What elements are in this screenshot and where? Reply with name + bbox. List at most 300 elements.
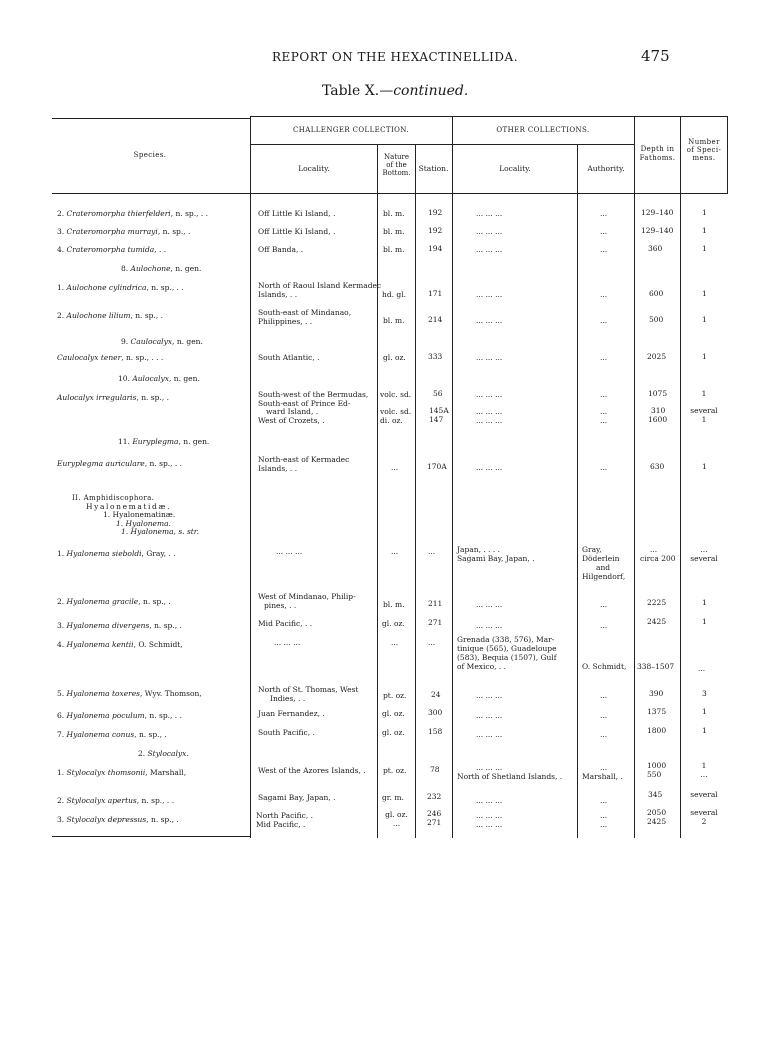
- station-cell: 171: [428, 289, 443, 298]
- genus-heading: [118, 437, 209, 446]
- species-name: Hyalonema poculum: [66, 711, 145, 720]
- species-suffix: , n. sp., . .: [136, 796, 175, 805]
- authority-cell: [582, 763, 623, 781]
- species-suffix: , n. sp., .: [130, 311, 164, 320]
- other-line: (583), Bequia (1507), Gulf: [457, 653, 557, 662]
- species-name: Hyalonema kentii: [66, 640, 134, 649]
- locality-cell: ... ... ...: [276, 547, 303, 556]
- species-cell: [57, 245, 166, 254]
- authority-line: ...: [600, 811, 608, 820]
- genus-name: Caulocalyx: [130, 337, 173, 346]
- species-cell: [57, 227, 190, 236]
- authority-line: ...: [600, 763, 608, 772]
- nature-cell: gl. oz.: [382, 728, 405, 737]
- species-num: 1.: [57, 549, 67, 558]
- nature-line-1: Nature: [383, 153, 410, 161]
- nature-cell: pt. oz.: [383, 766, 407, 775]
- species-suffix: , Gray, . .: [141, 549, 176, 558]
- depth-line: ...: [650, 545, 658, 554]
- species-cell: [57, 283, 184, 292]
- subfamily-title: 1. Hyalonematinæ.: [103, 510, 176, 519]
- authority-cell: ...: [600, 463, 608, 472]
- col-header-number: [681, 138, 727, 162]
- col-divider-right: [727, 116, 728, 193]
- number-cell: 1: [702, 462, 707, 471]
- authority-cell: O. Schmidt,: [582, 662, 627, 671]
- genus-heading: [121, 264, 201, 273]
- species-cell: [57, 815, 179, 824]
- species-cell: [57, 768, 186, 777]
- nature-cell: ...: [391, 638, 399, 647]
- other-locality-cell: ... ... ...: [476, 209, 503, 218]
- col-header-locality-other: Locality.: [499, 164, 531, 173]
- locality-cell: Juan Fernandez, .: [258, 709, 325, 718]
- authority-line: ...: [600, 415, 608, 425]
- authority-cell: ...: [600, 711, 608, 720]
- depth-cell: 360: [648, 244, 663, 253]
- species-name: Crateromorpha thierfelderi: [66, 209, 171, 218]
- genus-title: 1. Hyalonema.: [116, 518, 171, 528]
- station-cell: 158: [428, 727, 443, 736]
- number-cell: 3: [702, 689, 707, 698]
- number-cell: 1: [702, 617, 707, 626]
- nature-cell: pt. oz.: [383, 691, 407, 700]
- authority-cell: [582, 545, 625, 581]
- species-name: Aulochone lilium: [66, 311, 131, 320]
- locality-line: West of Crozets, .: [258, 415, 325, 425]
- table-title-suffix: —continued.: [379, 83, 469, 99]
- locality-line: Philippines, . .: [258, 317, 313, 326]
- col-divider-depth: [680, 116, 681, 838]
- number-line: 1: [701, 389, 707, 398]
- authority-cell: ...: [600, 316, 608, 325]
- nature-line: volc. sd.: [380, 407, 412, 416]
- nature-line-3: Bottom.: [382, 169, 411, 177]
- locality-cell: [258, 281, 381, 299]
- station-cell: 170A: [427, 462, 447, 471]
- species-suffix: , Marshall,: [145, 768, 187, 777]
- depth-line-2: Fathoms.: [639, 154, 676, 162]
- table-bottom-rule: [52, 836, 250, 837]
- depth-line: 2050: [647, 808, 667, 817]
- other-line: Sagami Bay, Japan, .: [457, 554, 535, 563]
- other-line: ... ... ...: [476, 763, 503, 772]
- other-locality-cell: ... ... ...: [476, 691, 503, 700]
- genus-num: 8.: [121, 264, 131, 273]
- species-cell: [57, 796, 174, 805]
- col-divider-nature: [415, 144, 416, 838]
- authority-cell: [600, 391, 607, 425]
- nature-cell: bl. m.: [383, 245, 405, 254]
- genus-name: Euryplegma: [132, 437, 179, 446]
- nature-cell: hd. gl.: [382, 290, 406, 299]
- genus-name: Stylocalyx: [147, 749, 187, 758]
- col-divider-station: [452, 116, 453, 838]
- number-line: several: [690, 406, 718, 415]
- species-num: 5.: [57, 689, 67, 698]
- authority-line: and: [596, 563, 611, 572]
- number-line: 1: [701, 761, 707, 770]
- other-locality-cell: ... ... ...: [476, 711, 503, 720]
- nature-cell: [378, 810, 415, 828]
- species-suffix: , n. sp., .: [136, 393, 169, 402]
- other-line: tinique (565), Guadeloupe: [457, 644, 557, 653]
- other-line: Grenada (338, 576), Mar-: [457, 635, 555, 644]
- locality-line: Islands, . .: [258, 290, 298, 299]
- locality-line: South-east of Mindanao,: [258, 308, 352, 317]
- authority-cell: ...: [600, 621, 608, 630]
- number-cell: [682, 808, 726, 826]
- species-name: Hyalonema gracile: [66, 597, 139, 606]
- station-cell: 271: [428, 618, 443, 627]
- locality-cell: [258, 308, 351, 326]
- number-cell: 1: [702, 315, 707, 324]
- genus-heading: [118, 374, 200, 383]
- station-cell: 232: [427, 792, 442, 801]
- depth-cell: 600: [649, 289, 664, 298]
- authority-cell: ...: [600, 227, 608, 236]
- authority-line: ...: [600, 390, 608, 399]
- family-title: Hyalonematidæ.: [86, 501, 172, 511]
- other-line: ... ... ...: [476, 811, 503, 820]
- genus-num: 2.: [138, 749, 148, 758]
- number-line: 2: [701, 817, 707, 826]
- station-cell: 192: [428, 208, 443, 217]
- species-name: Hyalonema divergens: [66, 621, 150, 630]
- species-cell: [57, 393, 169, 402]
- other-line: of Mexico, . .: [457, 662, 507, 671]
- locality-line: South-west of the Bermudas,: [258, 390, 369, 399]
- other-locality-cell: ... ... ...: [476, 227, 503, 236]
- genus-suffix: , n. gen.: [178, 437, 210, 446]
- col-header-nature: [378, 153, 415, 177]
- depth-line: 1000: [647, 761, 667, 770]
- number-cell: [682, 761, 726, 779]
- locality-line: North Pacific, .: [256, 811, 314, 820]
- genus-name: Aulocalyx: [132, 374, 170, 383]
- nature-line-2: of the: [386, 161, 407, 169]
- col-header-authority: Authority.: [587, 164, 625, 173]
- species-suffix: , n. sp., . .: [144, 711, 182, 720]
- col-header-station: Station.: [418, 164, 449, 173]
- species-num: 7.: [57, 730, 67, 739]
- species-cell: [57, 711, 182, 720]
- genus-suffix: .: [186, 749, 189, 758]
- number-line: ...: [700, 545, 708, 554]
- depth-cell: 630: [650, 462, 665, 471]
- depth-cell: 129–140: [641, 208, 674, 217]
- species-num: 3.: [57, 621, 67, 630]
- species-num: 2.: [57, 311, 67, 320]
- authority-cell: ...: [600, 245, 608, 254]
- number-cell: 1: [702, 244, 707, 253]
- col-header-species: Species.: [133, 151, 167, 159]
- genus-num: 10.: [118, 374, 133, 383]
- locality-cell: South Atlantic, .: [258, 353, 320, 362]
- nature-line: ...: [392, 819, 401, 828]
- locality-line: Islands, . .: [258, 464, 298, 473]
- depth-cell: [647, 761, 666, 779]
- species-num: 4.: [57, 245, 67, 254]
- depth-line: 550: [647, 770, 662, 779]
- species-name: Stylocalyx apertus: [66, 796, 137, 805]
- species-num: 6.: [57, 711, 67, 720]
- other-locality-cell: ... ... ...: [476, 316, 503, 325]
- authority-line: Marshall, .: [582, 772, 623, 781]
- species-suffix: , n. sp., . .: [170, 209, 209, 218]
- authority-cell: ...: [600, 353, 608, 362]
- depth-cell: [647, 808, 666, 826]
- station-line: 246: [427, 809, 442, 818]
- depth-cell: 500: [649, 315, 664, 324]
- number-cell: 1: [702, 208, 707, 217]
- other-line: ... ... ...: [476, 407, 503, 416]
- species-suffix: , n. sp., .: [138, 597, 171, 606]
- col-header-depth: [635, 145, 680, 163]
- station-cell: 333: [428, 352, 443, 361]
- col-divider-species: [250, 116, 251, 838]
- station-cell: 194: [428, 244, 443, 253]
- number-cell: 1: [702, 598, 707, 607]
- depth-line: circa 200: [640, 554, 676, 563]
- col-divider-locality: [377, 144, 378, 838]
- authority-line: Gray,: [582, 545, 602, 554]
- locality-line: West of Mindanao, Philip-: [258, 592, 356, 601]
- other-locality-cell: ... ... ...: [476, 290, 503, 299]
- other-line: ... ... ...: [476, 390, 503, 399]
- number-cell: 1: [702, 289, 707, 298]
- genus-heading: [121, 337, 203, 346]
- other-line: ... ... ...: [476, 415, 503, 425]
- genus-heading: [138, 749, 189, 758]
- col-divider-authority: [634, 116, 635, 838]
- depth-cell: 390: [649, 689, 664, 698]
- nature-cell: bl. m.: [383, 227, 405, 236]
- species-suffix: , n. sp., .: [149, 621, 182, 630]
- species-num: 2.: [57, 796, 67, 805]
- station-cell: ...: [428, 547, 436, 556]
- depth-cell: 1375: [647, 707, 667, 716]
- other-locality-cell: ... ... ...: [476, 796, 503, 805]
- species-name: Crateromorpha murrayi: [66, 227, 158, 236]
- other-locality-cell: ... ... ...: [476, 600, 503, 609]
- page-number: 475: [641, 47, 670, 65]
- other-locality-cell: [457, 635, 557, 671]
- species-num: 2.: [57, 597, 67, 606]
- species-name: Stylocalyx depressus: [66, 815, 147, 824]
- station-line: 271: [427, 818, 442, 827]
- authority-cell: ...: [600, 796, 608, 805]
- number-line-3: mens.: [692, 154, 716, 162]
- species-suffix: , n. sp., .: [157, 227, 191, 236]
- authority-cell: [600, 811, 607, 829]
- species-name: Caulocalyx tener: [57, 353, 122, 362]
- station-cell: 192: [428, 226, 443, 235]
- nature-cell: [380, 391, 411, 425]
- col-header-challenger: CHALLENGER COLLECTION.: [293, 126, 409, 134]
- nature-cell: gl. oz.: [383, 353, 406, 362]
- species-name: Aulocalyx irregularis: [57, 393, 137, 402]
- number-cell: several: [690, 790, 718, 799]
- other-locality-cell: [476, 811, 502, 829]
- species-num: 4.: [57, 640, 67, 649]
- station-cell: 300: [428, 708, 443, 717]
- locality-cell: [258, 391, 368, 425]
- locality-line: South-east of Prince Ed-: [258, 398, 351, 408]
- station-line: 147: [429, 414, 444, 424]
- authority-cell: ...: [600, 290, 608, 299]
- locality-cell: [258, 455, 349, 473]
- station-cell: [429, 390, 449, 424]
- species-num: 2.: [57, 209, 67, 218]
- other-locality-cell: ... ... ...: [476, 245, 503, 254]
- species-suffix: , n. sp., . .: [144, 459, 183, 468]
- number-cell: 1: [702, 707, 707, 716]
- species-num: 3.: [57, 815, 67, 824]
- species-cell: [57, 730, 167, 739]
- species-num: 1.: [57, 768, 67, 777]
- station-cell: 214: [428, 315, 443, 324]
- nature-cell: bl. m.: [383, 316, 405, 325]
- species-cell: [57, 549, 176, 558]
- nature-line: volc. sd.: [380, 390, 412, 399]
- depth-cell: [648, 390, 667, 424]
- nature-cell: gl. oz.: [382, 619, 405, 628]
- other-locality-cell: ... ... ...: [476, 621, 503, 630]
- table-title-main: Table X.: [322, 83, 380, 99]
- species-cell: [57, 640, 183, 649]
- species-cell: [57, 311, 163, 320]
- nature-cell: bl. m.: [383, 209, 405, 218]
- genus-suffix: , n. gen.: [169, 374, 200, 383]
- depth-line: 1075: [648, 389, 668, 398]
- number-cell: ...: [698, 664, 706, 673]
- other-locality-cell: ... ... ...: [476, 730, 503, 739]
- species-suffix: , . .: [154, 245, 167, 254]
- species-cell: [57, 353, 163, 362]
- depth-cell: 338–1507: [637, 662, 675, 671]
- other-line: North of Shetland Islands, .: [457, 772, 563, 781]
- other-locality-cell: ... ... ...: [476, 463, 503, 472]
- species-name: Hyalonema sieboldi: [66, 549, 142, 558]
- station-cell: [427, 809, 441, 827]
- species-num: 1.: [57, 283, 67, 292]
- species-name: Stylocalyx thomsonii: [66, 768, 146, 777]
- locality-cell: Mid Pacific, . .: [258, 619, 313, 628]
- section-title: II. Amphidiscophora.: [72, 494, 155, 502]
- species-suffix: , n. sp., .: [134, 730, 167, 739]
- species-name: Hyalonema toxeres: [66, 689, 141, 698]
- authority-line: Döderlein: [582, 554, 620, 563]
- locality-line: North-east of Kermadec: [258, 455, 350, 464]
- number-line: 1: [701, 414, 707, 424]
- other-locality-cell: ... ... ...: [476, 353, 503, 362]
- other-locality-cell: [476, 391, 502, 425]
- other-line: Japan, . . . .: [457, 545, 501, 554]
- nature-cell: gr. m.: [382, 793, 404, 802]
- depth-cell: 129–140: [641, 226, 674, 235]
- running-title: REPORT ON THE HEXACTINELLIDA.: [272, 50, 519, 64]
- authority-cell: ...: [600, 691, 608, 700]
- genus-name: Aulochone: [130, 264, 171, 273]
- depth-cell: 2425: [647, 617, 667, 626]
- other-locality-cell: [457, 763, 562, 781]
- nature-cell: gl. oz.: [382, 709, 405, 718]
- header-bottom-rule: [52, 193, 728, 194]
- locality-cell: [258, 592, 356, 610]
- depth-line: 2425: [647, 817, 667, 826]
- species-cell: [57, 209, 208, 218]
- number-line-2: of Speci-: [686, 146, 722, 154]
- species-num: 3.: [57, 227, 67, 236]
- depth-cell: 345: [648, 790, 663, 799]
- authority-cell: ...: [600, 730, 608, 739]
- number-line: several: [690, 554, 718, 563]
- station-cell: 211: [428, 599, 443, 608]
- number-line: several: [690, 808, 718, 817]
- nature-line: gl. oz.: [385, 810, 408, 819]
- depth-line-1: Depth in: [640, 145, 675, 153]
- authority-cell: ...: [600, 600, 608, 609]
- station-line: 145A: [429, 406, 449, 415]
- table-top-rule: [250, 116, 727, 117]
- col-header-locality-challenger: Locality.: [298, 164, 330, 173]
- species-name: Aulochone cylindrica: [66, 283, 147, 292]
- authority-cell: ...: [600, 209, 608, 218]
- species-cell: [57, 597, 171, 606]
- locality-line: Mid Pacific, .: [256, 820, 306, 829]
- species-cell: [57, 621, 182, 630]
- locality-line: ward Island, .: [266, 407, 319, 416]
- number-cell: 1: [702, 726, 707, 735]
- section-heading: [72, 494, 199, 537]
- nature-cell: bl. m.: [383, 600, 405, 609]
- species-cell: [57, 459, 182, 468]
- station-line: 56: [433, 389, 443, 398]
- nature-line: di. oz.: [380, 415, 403, 425]
- locality-cell: [256, 811, 313, 829]
- locality-line: pines, . .: [264, 601, 297, 610]
- col-header-other: OTHER COLLECTIONS.: [496, 126, 590, 134]
- nature-cell: ...: [391, 463, 399, 472]
- station-cell: 78: [430, 765, 440, 774]
- locality-cell: West of the Azores Islands, .: [258, 766, 366, 775]
- genus-num: 11.: [118, 437, 133, 446]
- locality-cell: Off Little Ki Island, .: [258, 227, 336, 236]
- other-locality-cell: [457, 545, 535, 563]
- locality-cell: Off Banda, .: [258, 245, 304, 254]
- species-suffix: , O. Schmidt,: [133, 640, 183, 649]
- station-cell: ...: [428, 638, 436, 647]
- depth-cell: 2025: [647, 352, 667, 361]
- number-line-1: Number: [688, 138, 720, 146]
- species-suffix: , Wyv. Thomson,: [140, 689, 202, 698]
- species-suffix: , n. sp., . .: [146, 283, 184, 292]
- depth-line: 310: [651, 406, 666, 415]
- species-name: Euryplegma auriculare: [57, 459, 145, 468]
- subgenus-title: 1. Hyalonema, s. str.: [121, 527, 199, 536]
- genus-num: 9.: [121, 337, 131, 346]
- depth-line: 1600: [648, 414, 668, 424]
- nature-cell: ...: [391, 547, 399, 556]
- number-cell: [682, 545, 726, 563]
- locality-cell: Sagami Bay, Japan, .: [258, 793, 336, 802]
- locality-line: North of St. Thomas, West: [258, 685, 359, 694]
- authority-line: ...: [600, 820, 608, 829]
- depth-cell: [640, 545, 676, 563]
- locality-cell: ... ... ...: [274, 638, 301, 647]
- genus-suffix: , n. gen.: [172, 337, 203, 346]
